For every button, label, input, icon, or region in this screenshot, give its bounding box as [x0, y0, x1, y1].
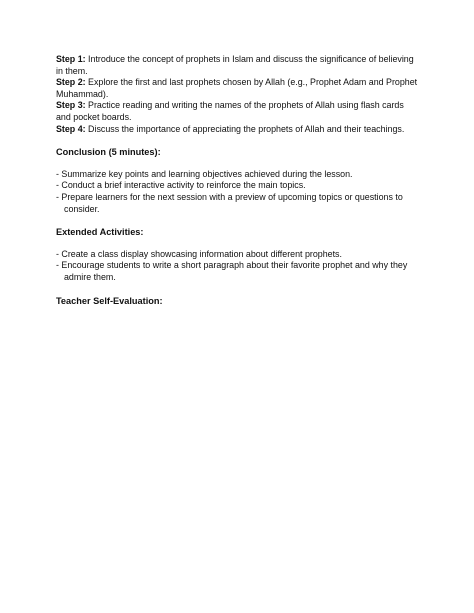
self-evaluation-section: [56, 296, 421, 308]
step-3-text: Practice reading and writing the names of the prophets of Allah using flash cards and pocket boards.: [56, 100, 404, 122]
step-1: [56, 54, 421, 77]
step-1-text: Introduce the concept of prophets in Islam and discuss the significance of believing in them.: [56, 54, 414, 76]
step-4: [56, 124, 421, 136]
step-2-text: Explore the first and last prophets chosen by Allah (e.g., Prophet Adam and Prophet Muhammad).: [56, 77, 418, 99]
step-1-label: Step 1:: [56, 54, 86, 64]
extended-activities-heading: Extended Activities:: [56, 227, 144, 238]
conclusion-item-2: - Conduct a brief interactive activity to reinforce the main topics.: [56, 180, 306, 191]
conclusion-item-3: - Prepare learners for the next session with a preview of upcoming topics or questions to consider.: [56, 191, 403, 214]
document-page: [56, 54, 421, 307]
step-4-label: Step 4:: [56, 123, 86, 134]
extended-item-1: - Create a class display showcasing information about different prophets.: [56, 248, 342, 259]
self-evaluation-heading: Teacher Self-Evaluation:: [56, 295, 163, 306]
step-3-label: Step 3:: [56, 100, 86, 111]
step-4-text: Discuss the importance of appreciating the prophets of Allah and their teachings.: [85, 123, 405, 134]
extended-item-2: - Encourage students to write a short paragraph about their favorite prophet and why they admire them.: [56, 260, 408, 282]
conclusion-heading: Conclusion (5 minutes):: [56, 147, 161, 158]
conclusion-item-1: - Summarize key points and learning objectives achieved during the lesson.: [56, 168, 353, 179]
extended-activities-section: [56, 227, 421, 283]
steps-section: [56, 54, 421, 135]
step-2: [56, 77, 421, 100]
step-2-label: Step 2:: [56, 77, 86, 88]
step-3: [56, 100, 421, 123]
conclusion-section: [56, 147, 421, 215]
